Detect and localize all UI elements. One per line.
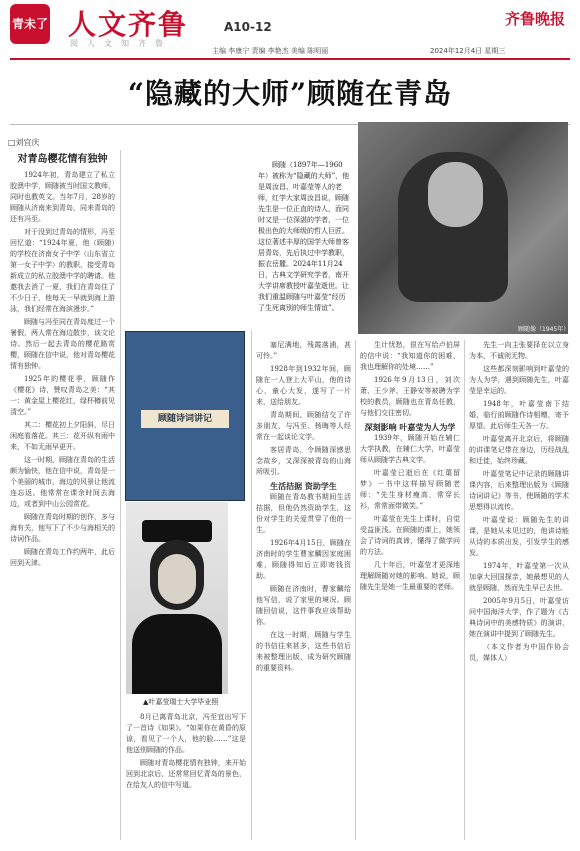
book-title: 顾随诗词讲记 xyxy=(141,410,229,428)
ye-jiaying-graduation-photo xyxy=(126,502,228,694)
col5-paragraph: 叶嘉莹笔记中记录的顾随讲课内容，后来整理出版为《顾随诗词讲记》等书，使顾随的学术思想得以流传。 xyxy=(469,470,569,511)
col4-paragraph: 几十年后，叶嘉莹才更深地理解顾随对她的影响。她说，顾随先生是她一生最重要的老师。 xyxy=(360,561,460,591)
col3-paragraph: 塞尼满地，残霞落浦，甚可怜。” xyxy=(256,341,351,360)
col1-paragraph: 1924年初，青岛建立了私立胶澳中学，顾随被当时国文教师，同时也教英文。当年7月，28岁的顾随从济南来到青岛，同来青岛的还有冯至。 xyxy=(10,171,115,223)
col1-paragraph: 这一时期，顾随在青岛的生活颇为愉快，他在信中说，青岛是一个美丽的城市，海边的风景让他流连忘返。他常常在课余时间去海边，或者到中山公园赏花。 xyxy=(10,456,115,508)
col4-paragraph: 叶嘉莹已逝后在《红蕖留梦》一书中这样描写顾随老师：“先生身材瘦高，常穿长衫，常常面带微笑。” xyxy=(360,469,460,510)
newspaper-name: 齐鲁晚报 xyxy=(505,10,566,28)
col2-paragraph: 8月已离青岛北京，冯至宜出写下了一首诗《如果》。“如果你在黄昏的原谅，看见了一个人，他的脸……”这是他送别顾随的作品。 xyxy=(126,713,246,754)
column-divider xyxy=(251,330,252,840)
col5-paragraph: 这些都深刻影响到叶嘉莹的为人为学，遇到顾随先生，叶嘉莹是幸运的。 xyxy=(469,365,569,395)
article-intro xyxy=(258,160,350,314)
portrait-caption: ▲叶嘉莹瑞士大学毕业照 xyxy=(143,698,219,706)
col4-paragraph: 1926年9月13日，刘次萧、王少斧、王静安等被聘为学校的教员，顾随也在青岛任教，与他们交往密切。 xyxy=(360,376,460,417)
column-3 xyxy=(256,340,351,840)
intro-text: 顾随（1897年—1960年）被称为“隐藏的大师”，他是周汝昌、叶嘉莹等人的老师，红学大家周汝昌说，顾随先生是一位正直的诗人，而同时又是一位深湛的学者，一位极出色的大师级的哲人巨匠。这位著述丰厚的国学大师曾客居青岛，先后执过中学教职，振衣岳麓。2024年11月24日，古典文学研究学者，南开大学讲席教授叶嘉莹逝世。让我们重温顾随与叶嘉莹“经历了生死离别的师生情谊”。 xyxy=(258,161,350,312)
col3-paragraph: 1928年到1932年间，顾随在一人登上大平山，他的诗心，童心大发，遂写了一片来，送给朋友。 xyxy=(256,365,351,406)
col3-subhead: 生活拮据 资助学生 xyxy=(270,481,337,491)
column-5 xyxy=(469,340,569,840)
col1-paragraph: 顾随在青岛时期的创作，多与海有关，他写下了不少与海相关的诗词作品。 xyxy=(10,513,115,543)
col5-paragraph: 1974年，叶嘉莹第一次从加拿大回国探亲，她最想见的人就是顾随，然而先生早已去世。 xyxy=(469,562,569,592)
byline: □刘宜庆 xyxy=(8,138,40,147)
col1-paragraph: 顾随与冯至同在青岛度过一个暑假，两人常在海边散步，谈文论诗。然后一起去青岛的樱花路赏樱，顾随在信中说，他对青岛樱花情有独钟。 xyxy=(10,318,115,370)
page-number: A10-12 xyxy=(224,20,272,34)
col4-subhead: 深刻影响 叶嘉莹为人为学 xyxy=(364,422,456,432)
portrait-face xyxy=(158,554,196,604)
section-title: 人文齐鲁 xyxy=(68,8,189,41)
section-logo: 青未了 xyxy=(10,4,50,44)
col5-paragraph: 1948年，叶嘉莹南下结婚，临行前顾随作诗相赠，寄予厚望。此后师生天各一方。 xyxy=(469,400,569,430)
column-2 xyxy=(126,712,246,842)
col1-subhead: 对青岛樱花情有独钟 xyxy=(17,154,108,165)
col1-paragraph: 1925年的樱花季，顾随作《樱花》诗，赞叹青岛之美：“其一：黄金屋上樱花红，绿杯樽前见清空。” xyxy=(10,375,115,416)
col1-paragraph: 顾随在青岛工作约两年，此后回到天津。 xyxy=(10,548,115,567)
figure-face xyxy=(428,162,483,227)
col1-paragraph: 对于没到过青岛的情形，冯至回忆道：“1924年夏，他（顾随）的学校在济南女子中学（山东省立第一女子中学）的教职，接受青岛新成立的私立胶澳中学的聘请。他邀我去消了一夏，我们在青岛住了不少日子，他每天一早就到海上游泳，我们经常在海滨漫步。” xyxy=(10,228,115,313)
section-subtitle: 阅人文知齐鲁 xyxy=(70,39,172,48)
article-headline: “隐藏的大师”顾随在青岛 xyxy=(127,77,453,110)
col5-paragraph: 叶嘉莹说：顾随先生的讲课，是她从未见过的，他讲诗能从诗的本质出发，引发学生的感发。 xyxy=(469,516,569,557)
col5-paragraph: （本文作者为中国作协会员，媒体人） xyxy=(469,643,569,662)
col1-paragraph: 其二：樱花初上夕阳斜，尽日闲庭看落花。其三：花开纵有雨中来，不如无雨早更开。 xyxy=(10,421,115,451)
graduation-cap xyxy=(142,520,212,542)
gu-sui-portrait-photo xyxy=(358,122,568,334)
col3-paragraph: 青岛期间，顾随结交了许多朋友，与冯至、杨晦等人经常在一起谈论文学。 xyxy=(256,411,351,441)
column-1 xyxy=(10,150,115,840)
book-cover-image xyxy=(125,331,245,501)
issue-date: 2024年12月4日 星期三 xyxy=(430,47,506,55)
portrait-robe xyxy=(132,614,222,694)
col2-paragraph: 顾随对青岛樱花情有独钟，来开始回到北京后，还常常回忆青岛的景色，在给友人的信中写道。 xyxy=(126,759,246,789)
column-divider xyxy=(355,340,356,840)
column-divider xyxy=(120,150,121,840)
column-4 xyxy=(360,340,460,840)
col4-paragraph: 叶嘉莹在先生上课时，自觉受益匪浅。在顾随的课上，她领会了诗词的真谛，懂得了做学问的方法。 xyxy=(360,515,460,556)
col3-paragraph: 顾随在济南时，曹家麟给他写信，说了家里的境况。顾随回信说，这件事我应该帮助你。 xyxy=(256,585,351,626)
col4-paragraph: 生计忧愁，很在写给卢伯屏的信中说：“我知道你的困难，我也理解你的处境……” xyxy=(360,341,460,371)
column-divider xyxy=(464,340,465,840)
col5-paragraph: 先生一向主张要择在以立身为本，不诚则无物。 xyxy=(469,341,569,360)
col3-paragraph: 在这一时期，顾随与学生的书信往来甚多，这些书信后来被整理出版，成为研究顾随的重要资料。 xyxy=(256,631,351,672)
masthead-divider xyxy=(10,58,570,60)
col4-paragraph: 1939年，顾随开始在辅仁大学执教，在辅仁大学，叶嘉莹师从顾随学古典文学。 xyxy=(360,434,460,464)
col3-paragraph: 客居青岛，令顾随深感思念故乡，又深深被青岛的山海所吸引。 xyxy=(256,446,351,476)
col5-paragraph: 2005年9月5日，叶嘉莹访问中国海洋大学，作了题为《古典诗词中的美感特质》的演讲，她在演讲中提到了顾随先生。 xyxy=(469,597,569,638)
main-photo-caption: 顾随像（1945年） xyxy=(518,326,570,333)
staff-credits: 主编 李康宁 责编 李艳杰 美编 陈明丽 xyxy=(212,47,329,55)
col3-paragraph: 1926年4月15日，顾随在济南时的学生曹家麟因家庭困难，顾随得知后立即寄钱资助。 xyxy=(256,539,351,580)
col3-paragraph: 顾随在青岛教书期间生活拮据，但他仍然资助学生，这份对学生的关爱贯穿了他的一生。 xyxy=(256,493,351,534)
col5-paragraph: 叶嘉莹离开北京后，将顾随的讲课笔记带在身边，历经战乱和迁徙，始终珍藏。 xyxy=(469,435,569,465)
